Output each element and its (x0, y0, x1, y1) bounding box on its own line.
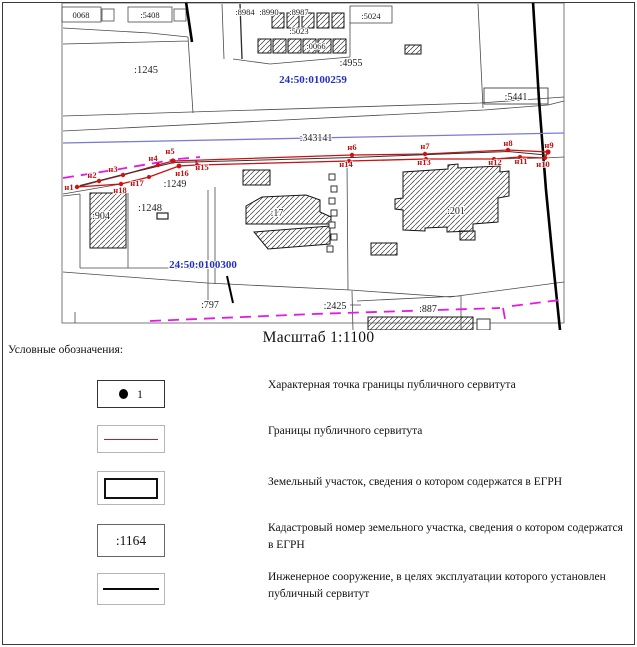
point-label: н18 (113, 185, 127, 195)
parcel-label: :904 (92, 211, 110, 222)
legend-item-label: Характерная точка границы публичного сервитута (268, 379, 516, 391)
parcel-label: :1245 (134, 65, 158, 76)
parcel-label: :201 (447, 206, 465, 217)
legend-symbol-parcel (97, 471, 165, 505)
point-label: н16 (175, 168, 189, 178)
parcel-rect-icon (104, 478, 158, 499)
legend-symbol-point (97, 380, 165, 408)
point-label: н8 (503, 138, 513, 148)
legend-item-label: Кадастровый номер земельного участка, сведения о котором содержатся в ЕГРН (268, 522, 623, 552)
parcel-label: :1249 (163, 179, 187, 190)
legend-symbol-cadastral-number (97, 524, 165, 557)
parcel-label: :0066 (306, 41, 326, 51)
point-label: н1 (64, 182, 74, 192)
point-label: н14 (339, 159, 353, 169)
point-label: н9 (544, 140, 554, 150)
parcel-label: :1248 (138, 203, 162, 214)
red-line-icon (104, 439, 158, 440)
legend-symbol-engineering (97, 573, 165, 605)
parcel-label: :5024 (361, 11, 381, 21)
parcel-label: :17 (270, 208, 284, 219)
parcel-label: :8984 (235, 7, 255, 17)
point-label: н3 (108, 164, 118, 174)
quarter-label: 24:50:0100259 (279, 74, 347, 86)
point-label: н4 (148, 153, 158, 163)
point-label: н10 (536, 159, 550, 169)
point-label: н17 (130, 178, 144, 188)
point-label: н6 (347, 142, 357, 152)
point-label: н12 (488, 157, 502, 167)
parcel-label: :5408 (140, 10, 160, 20)
parcel-label: :2425 (323, 301, 347, 312)
buildings (90, 13, 509, 330)
cadastral-sample-number: :1164 (115, 532, 147, 548)
parcel-label: :343141 (299, 133, 333, 144)
point-label: н2 (87, 170, 97, 180)
point-label: н15 (195, 162, 209, 172)
point-label: н13 (417, 157, 431, 167)
legend-item-label: Инженерное сооружение, в целях эксплуатации которого установлен публичный сервитут (268, 571, 606, 601)
parcel-label: 0068 (72, 10, 90, 20)
parcel-label: :4955 (339, 58, 363, 69)
parcel-label: :8990 (259, 7, 279, 17)
thick-line-icon (103, 588, 159, 590)
legend-item-label: Границы публичного сервитута (268, 425, 423, 437)
scale-caption: Масштаб 1:1100 (262, 329, 375, 346)
legend-symbol-servitude-boundary (97, 425, 165, 453)
parcel-label: :8987 (289, 7, 309, 17)
parcel-label: :797 (201, 300, 219, 311)
parcel-label: :887 (419, 304, 437, 315)
quarter-label: 24:50:0100300 (169, 259, 237, 271)
point-sample-number: 1 (137, 386, 143, 401)
point-label: н11 (514, 156, 528, 166)
legend-heading: Условные обозначения: (8, 344, 124, 356)
parcel-label: :5441 (504, 92, 528, 103)
parcel-label: :5023 (289, 26, 309, 36)
point-label: н7 (420, 141, 430, 151)
point-label: н5 (165, 146, 175, 156)
legend-item-label: Земельный участок, сведения о котором содержатся в ЕГРН (268, 476, 563, 488)
point-marker-icon (119, 389, 128, 399)
